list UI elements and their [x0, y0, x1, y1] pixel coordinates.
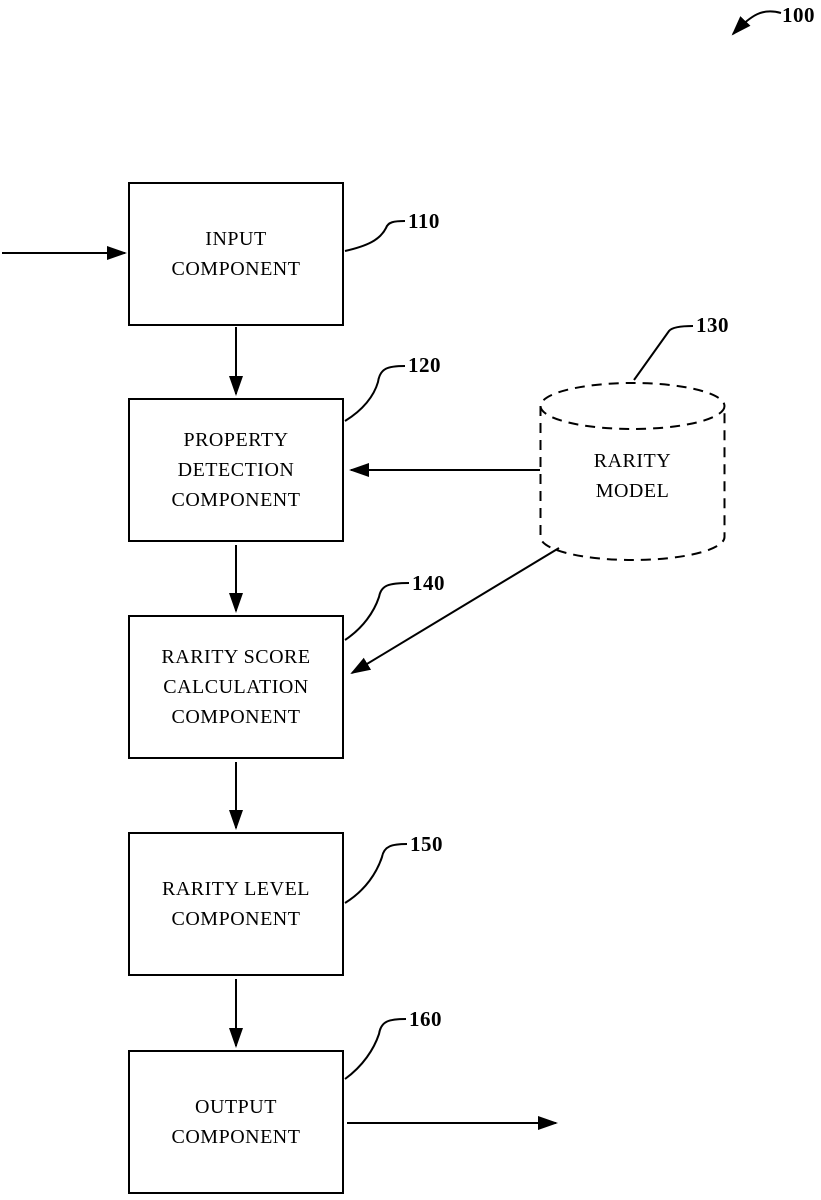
leader-150 — [345, 844, 407, 903]
node-label-line: RARITY LEVEL — [161, 878, 310, 900]
node-rarity-score-calculation-component — [128, 615, 344, 759]
leader-140 — [345, 583, 409, 640]
ref-label-110: 110 — [408, 209, 440, 233]
node-label-line: COMPONENT — [171, 1126, 301, 1148]
node-label-line: COMPONENT — [171, 258, 301, 280]
node-label-line: DETECTION — [177, 459, 295, 481]
node-label-line: COMPONENT — [171, 706, 301, 728]
node-label-line: COMPONENT — [171, 489, 301, 511]
arrow-model-to-score — [352, 548, 559, 673]
node-input-component — [128, 182, 344, 326]
node-output-component — [128, 1050, 344, 1194]
leader-110 — [345, 221, 405, 251]
node-rarity-model — [540, 414, 725, 538]
node-label-line: OUTPUT — [195, 1096, 277, 1118]
node-label-line: RARITY — [593, 450, 672, 472]
node-label-line: RARITY SCORE — [161, 646, 311, 668]
leader-160 — [345, 1019, 406, 1079]
node-label-line: INPUT — [205, 228, 267, 250]
node-label-line: CALCULATION — [163, 676, 309, 698]
figure-label-arrow — [733, 11, 781, 34]
node-label-line: COMPONENT — [171, 908, 301, 930]
ref-label-150: 150 — [410, 832, 443, 856]
ref-label-120: 120 — [408, 353, 441, 377]
node-label-line: PROPERTY — [183, 429, 289, 451]
node-label-line: MODEL — [595, 480, 670, 502]
ref-label-160: 160 — [409, 1007, 442, 1031]
ref-label-130: 130 — [696, 313, 729, 337]
leader-130 — [634, 326, 693, 380]
leader-120 — [345, 366, 405, 421]
figure-ref-label: 100 — [782, 3, 815, 27]
node-property-detection-component — [128, 398, 344, 542]
node-rarity-level-component — [128, 832, 344, 976]
ref-label-140: 140 — [412, 571, 445, 595]
